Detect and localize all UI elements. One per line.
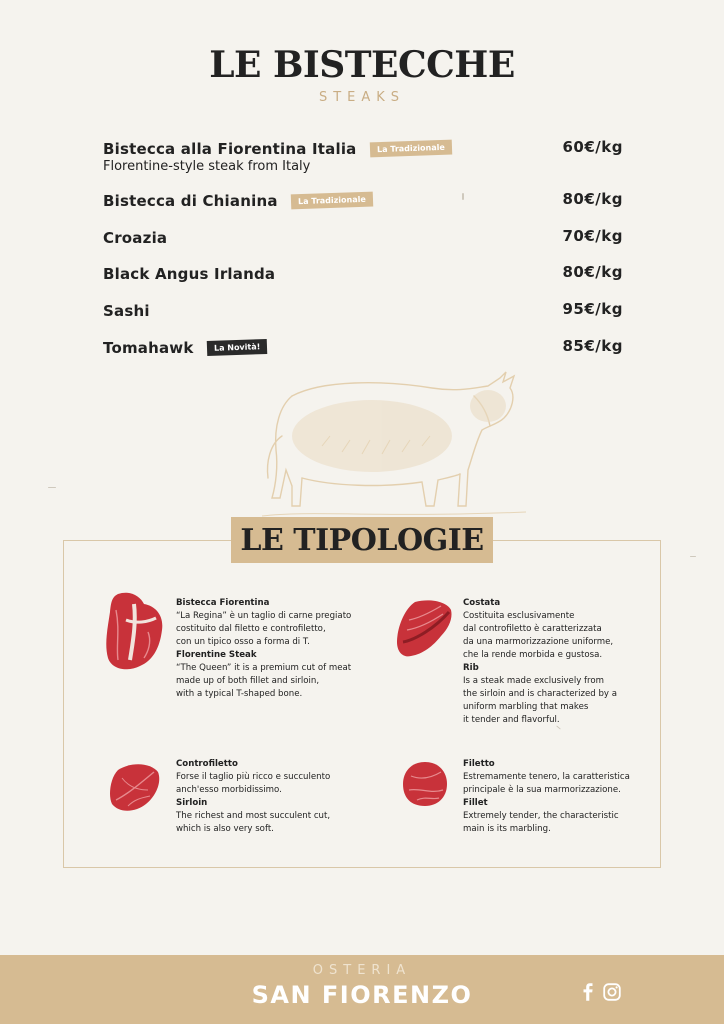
type-desc-it: anch'esso morbidissimo. xyxy=(176,785,282,795)
type-card-filetto xyxy=(463,758,713,836)
type-name-en: Rib xyxy=(463,663,479,673)
type-desc-en: made up of both fillet and sirloin, xyxy=(176,676,320,686)
menu-item xyxy=(103,300,623,320)
tag-badge: La Tradizionale xyxy=(369,140,451,158)
type-card-fiorentina xyxy=(176,597,426,701)
type-card-costata xyxy=(463,597,713,727)
paper-speck xyxy=(48,487,56,488)
page-title: LE BISTECCHE xyxy=(209,44,515,86)
menu-item-name: Bistecca alla Fiorentina Italia xyxy=(103,139,357,158)
types-title-banner xyxy=(231,517,493,563)
footer-tagline: OSTERIA xyxy=(312,963,412,978)
menu-item-price: 80€/kg xyxy=(562,190,623,208)
menu-item xyxy=(103,263,623,283)
type-desc-it: costituito dal filetto e controfiletto, xyxy=(176,624,326,634)
type-desc-en: with a typical T-shaped bone. xyxy=(176,689,303,699)
menu-item-price: 95€/kg xyxy=(562,300,623,318)
type-desc-it: “La Regina” è un taglio di carne pregiato xyxy=(176,611,352,621)
type-desc-en: “The Queen” it is a premium cut of meat xyxy=(176,663,352,673)
menu-item-price: 70€/kg xyxy=(562,227,623,245)
menu-item-price: 85€/kg xyxy=(562,337,623,355)
type-desc-it: che la rende morbida e gustosa. xyxy=(463,650,603,660)
type-name-it: Controfiletto xyxy=(176,759,238,769)
type-desc-it: Forse il taglio più ricco e succulento xyxy=(176,772,331,782)
menu-item-name: Black Angus Irlanda xyxy=(103,264,276,283)
type-desc-en: main is its marbling. xyxy=(463,824,551,834)
restaurant-name: SAN FIORENZO xyxy=(251,981,473,1009)
menu-item-price: 80€/kg xyxy=(562,263,623,281)
facebook-icon[interactable] xyxy=(582,983,594,1001)
page-subtitle: STEAKS xyxy=(318,90,406,105)
type-desc-it: Estremamente tenero, la caratteristica xyxy=(463,772,630,782)
type-desc-en: Is a steak made exclusively from xyxy=(463,676,605,686)
type-desc-en: which is also very soft. xyxy=(176,824,274,834)
menu-item xyxy=(103,227,623,247)
type-name-en: Sirloin xyxy=(176,798,208,808)
paper-speck xyxy=(690,556,696,557)
t-bone-steak-icon xyxy=(104,590,166,672)
type-desc-it: con un tipico osso a forma di T. xyxy=(176,637,310,647)
menu-item-name: Bistecca di Chianina xyxy=(103,191,278,210)
type-name-it: Costata xyxy=(463,598,501,608)
menu-item xyxy=(103,138,623,174)
menu-item-subtitle: Florentine-style steak from Italy xyxy=(103,158,311,174)
type-name-en: Florentine Steak xyxy=(176,650,257,660)
instagram-icon[interactable] xyxy=(603,983,621,1001)
type-desc-en: The richest and most succulent cut, xyxy=(176,811,331,821)
type-name-it: Filetto xyxy=(463,759,495,769)
type-name-it: Bistecca Fiorentina xyxy=(176,598,270,608)
menu-item xyxy=(103,190,623,210)
menu-item xyxy=(103,337,623,357)
tag-badge: La Tradizionale xyxy=(291,192,373,210)
type-desc-en: the sirloin and is characterized by a xyxy=(463,689,618,699)
footer xyxy=(0,955,724,1024)
menu-item-name: Croazia xyxy=(103,228,168,247)
cow-illustration xyxy=(262,366,526,522)
type-name-en: Fillet xyxy=(463,798,488,808)
type-card-controfiletto xyxy=(176,758,426,836)
sirloin-steak-icon xyxy=(108,760,162,814)
menu-item-name: Tomahawk xyxy=(103,338,194,357)
menu-item-name: Sashi xyxy=(103,301,150,320)
types-title: LE TIPOLOGIE xyxy=(240,522,484,558)
type-desc-it: da una marmorizzazione uniforme, xyxy=(463,637,614,647)
menu-item-price: 60€/kg xyxy=(562,138,623,156)
type-desc-en: uniform marbling that makes xyxy=(463,702,589,712)
type-desc-it: Costituita esclusivamente xyxy=(463,611,575,621)
type-desc-en: it tender and flavorful. xyxy=(463,715,560,725)
type-desc-it: principale è la sua marmorizzazione. xyxy=(463,785,621,795)
type-desc-en: Extremely tender, the characteristic xyxy=(463,811,619,821)
tag-badge: La Novità! xyxy=(206,339,267,356)
type-desc-it: dal controfiletto è caratterizzata xyxy=(463,624,602,634)
